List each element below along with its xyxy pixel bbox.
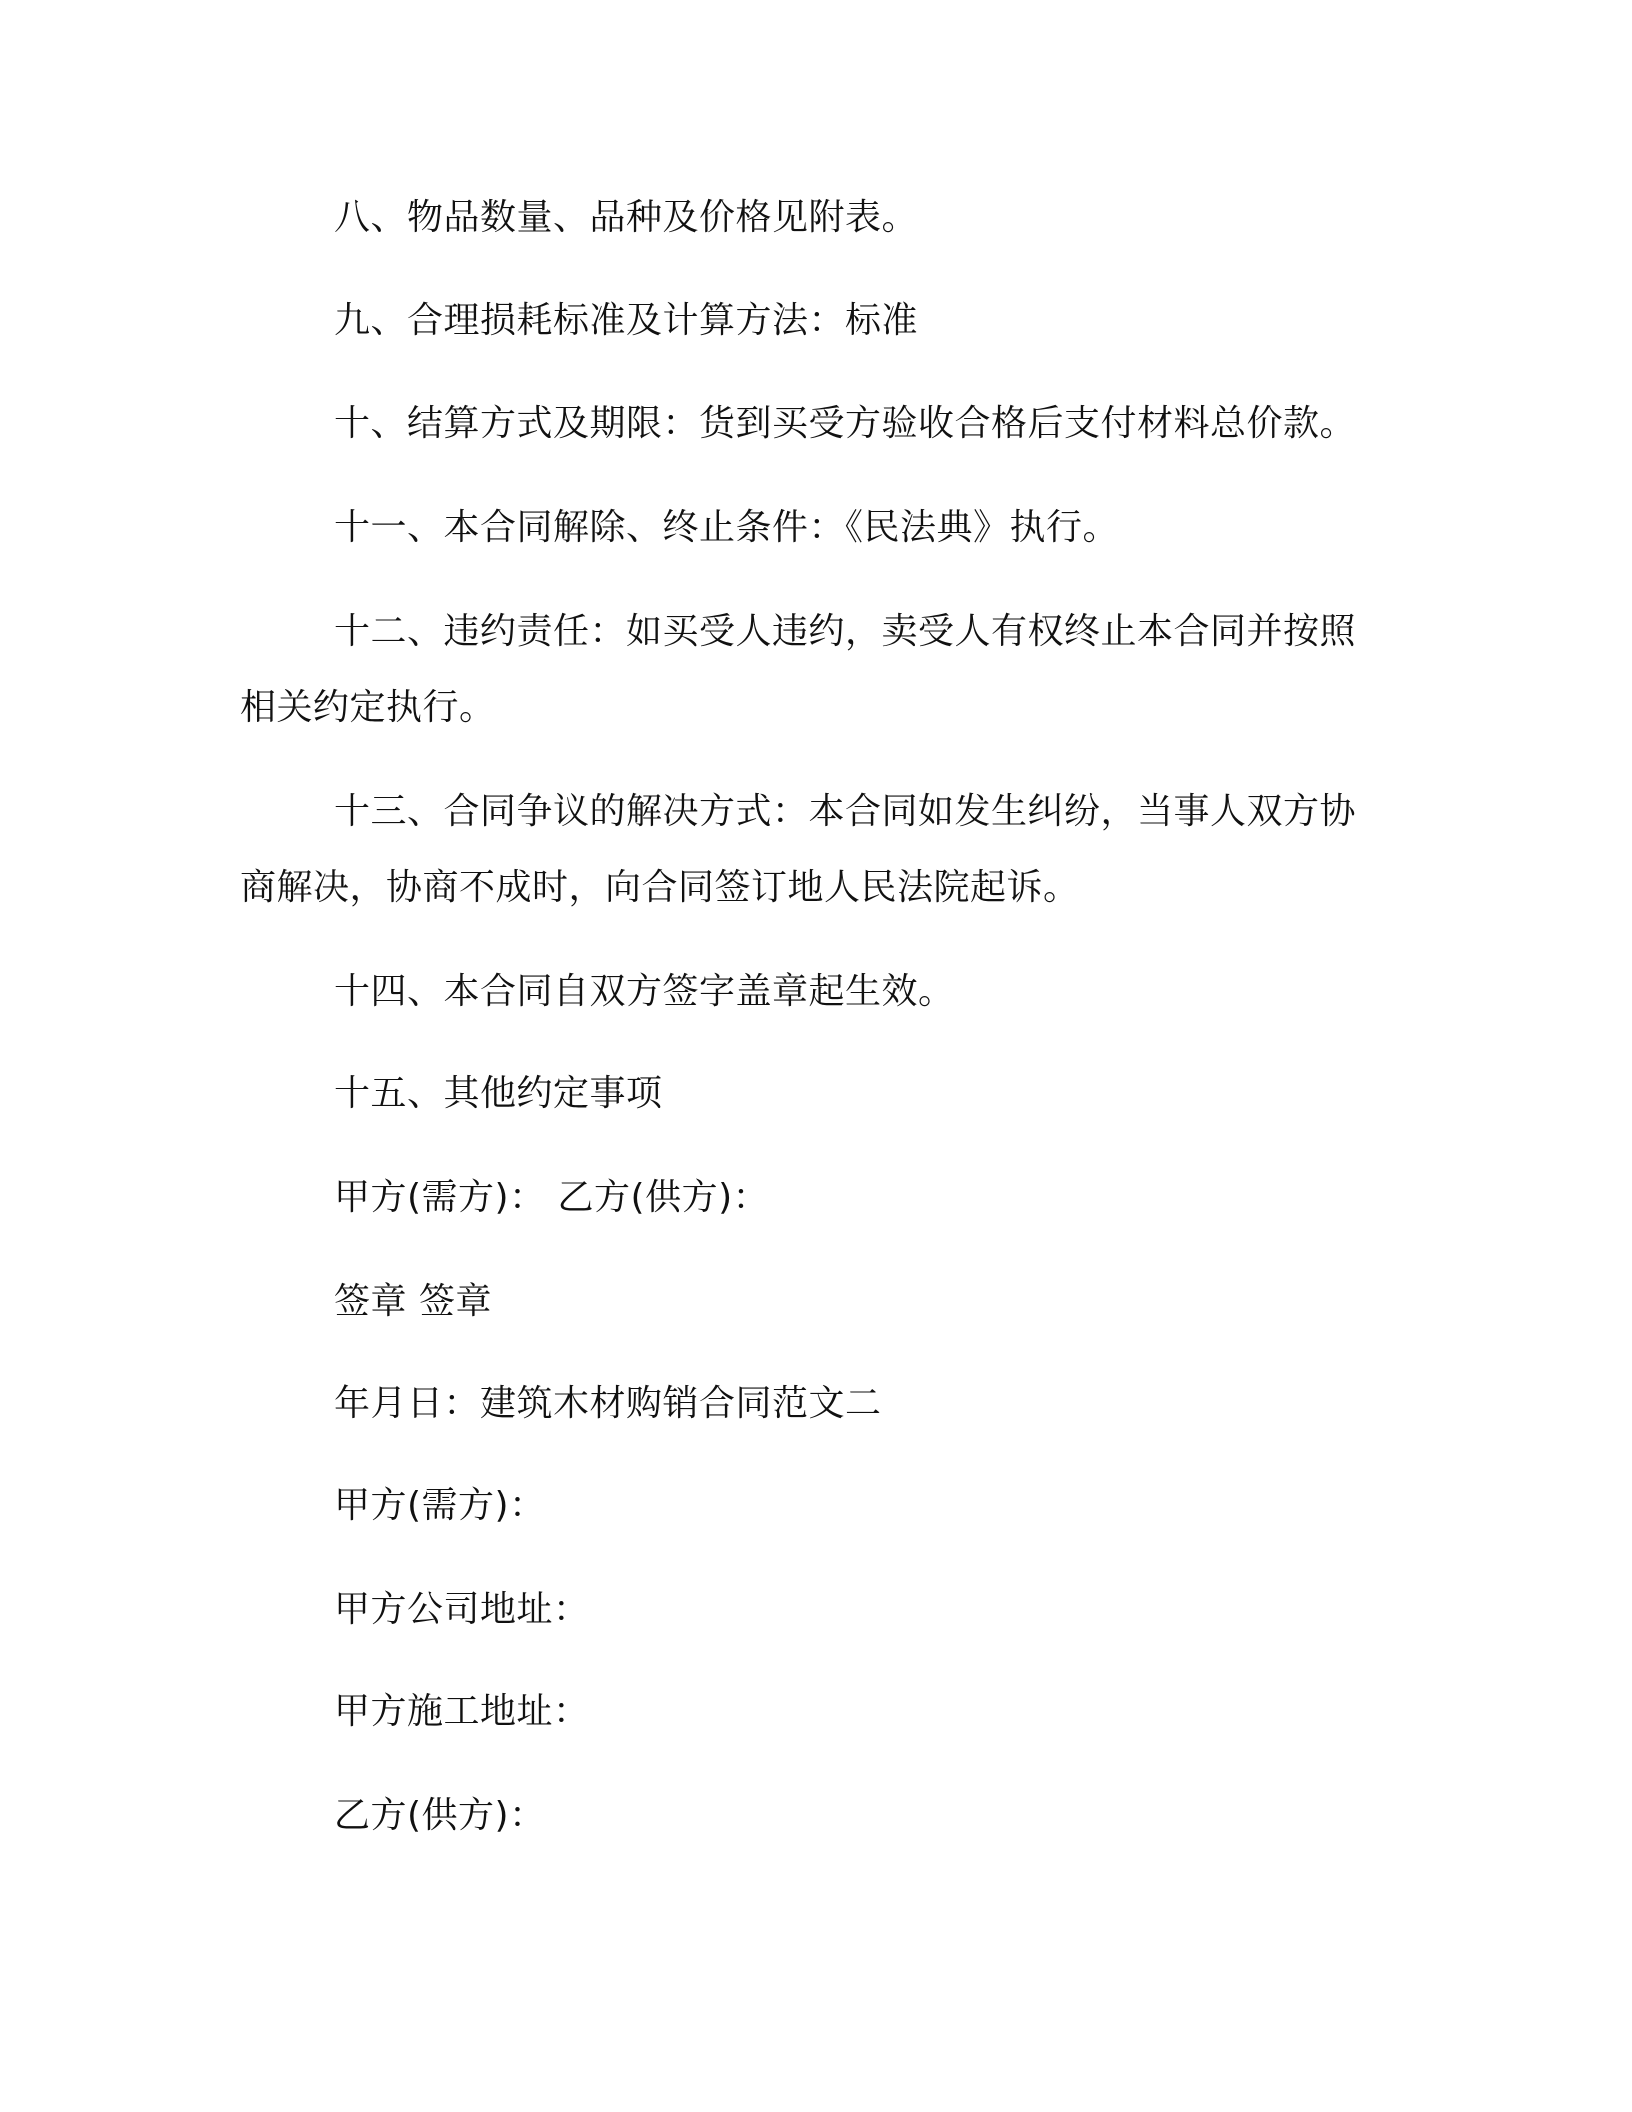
date-and-title: 年月日：建筑木材购销合同范文二: [334, 1383, 882, 1424]
clause-8: 八、物品数量、品种及价格见附表。: [334, 197, 919, 238]
clause-14: 十四、本合同自双方签字盖章起生效。: [334, 971, 955, 1012]
clause-13-continued: 商解决，协商不成时，向合同签订地人民法院起诉。: [240, 867, 1080, 908]
party-b-label: 乙方(供方)：: [334, 1795, 546, 1836]
clause-12-continued: 相关约定执行。: [240, 687, 496, 728]
clause-9: 九、合理损耗标准及计算方法：标准: [334, 300, 919, 341]
clause-15: 十五、其他约定事项: [334, 1073, 663, 1114]
clause-13: 十三、合同争议的解决方式：本合同如发生纠纷，当事人双方协: [334, 791, 1357, 832]
clause-10: 十、结算方式及期限：货到买受方验收合格后支付材料总价款。: [334, 403, 1357, 444]
signature-labels: 签章 签章: [334, 1281, 492, 1322]
party-labels: 甲方(需方)： 乙方(供方)：: [334, 1177, 770, 1218]
party-a-label: 甲方(需方)：: [334, 1485, 546, 1526]
party-a-company-address: 甲方公司地址：: [334, 1589, 590, 1630]
clause-11: 十一、本合同解除、终止条件：《民法典》执行。: [334, 507, 1120, 548]
clause-12: 十二、违约责任：如买受人违约，卖受人有权终止本合同并按照: [334, 611, 1357, 652]
party-a-construction-address: 甲方施工地址：: [334, 1691, 590, 1732]
